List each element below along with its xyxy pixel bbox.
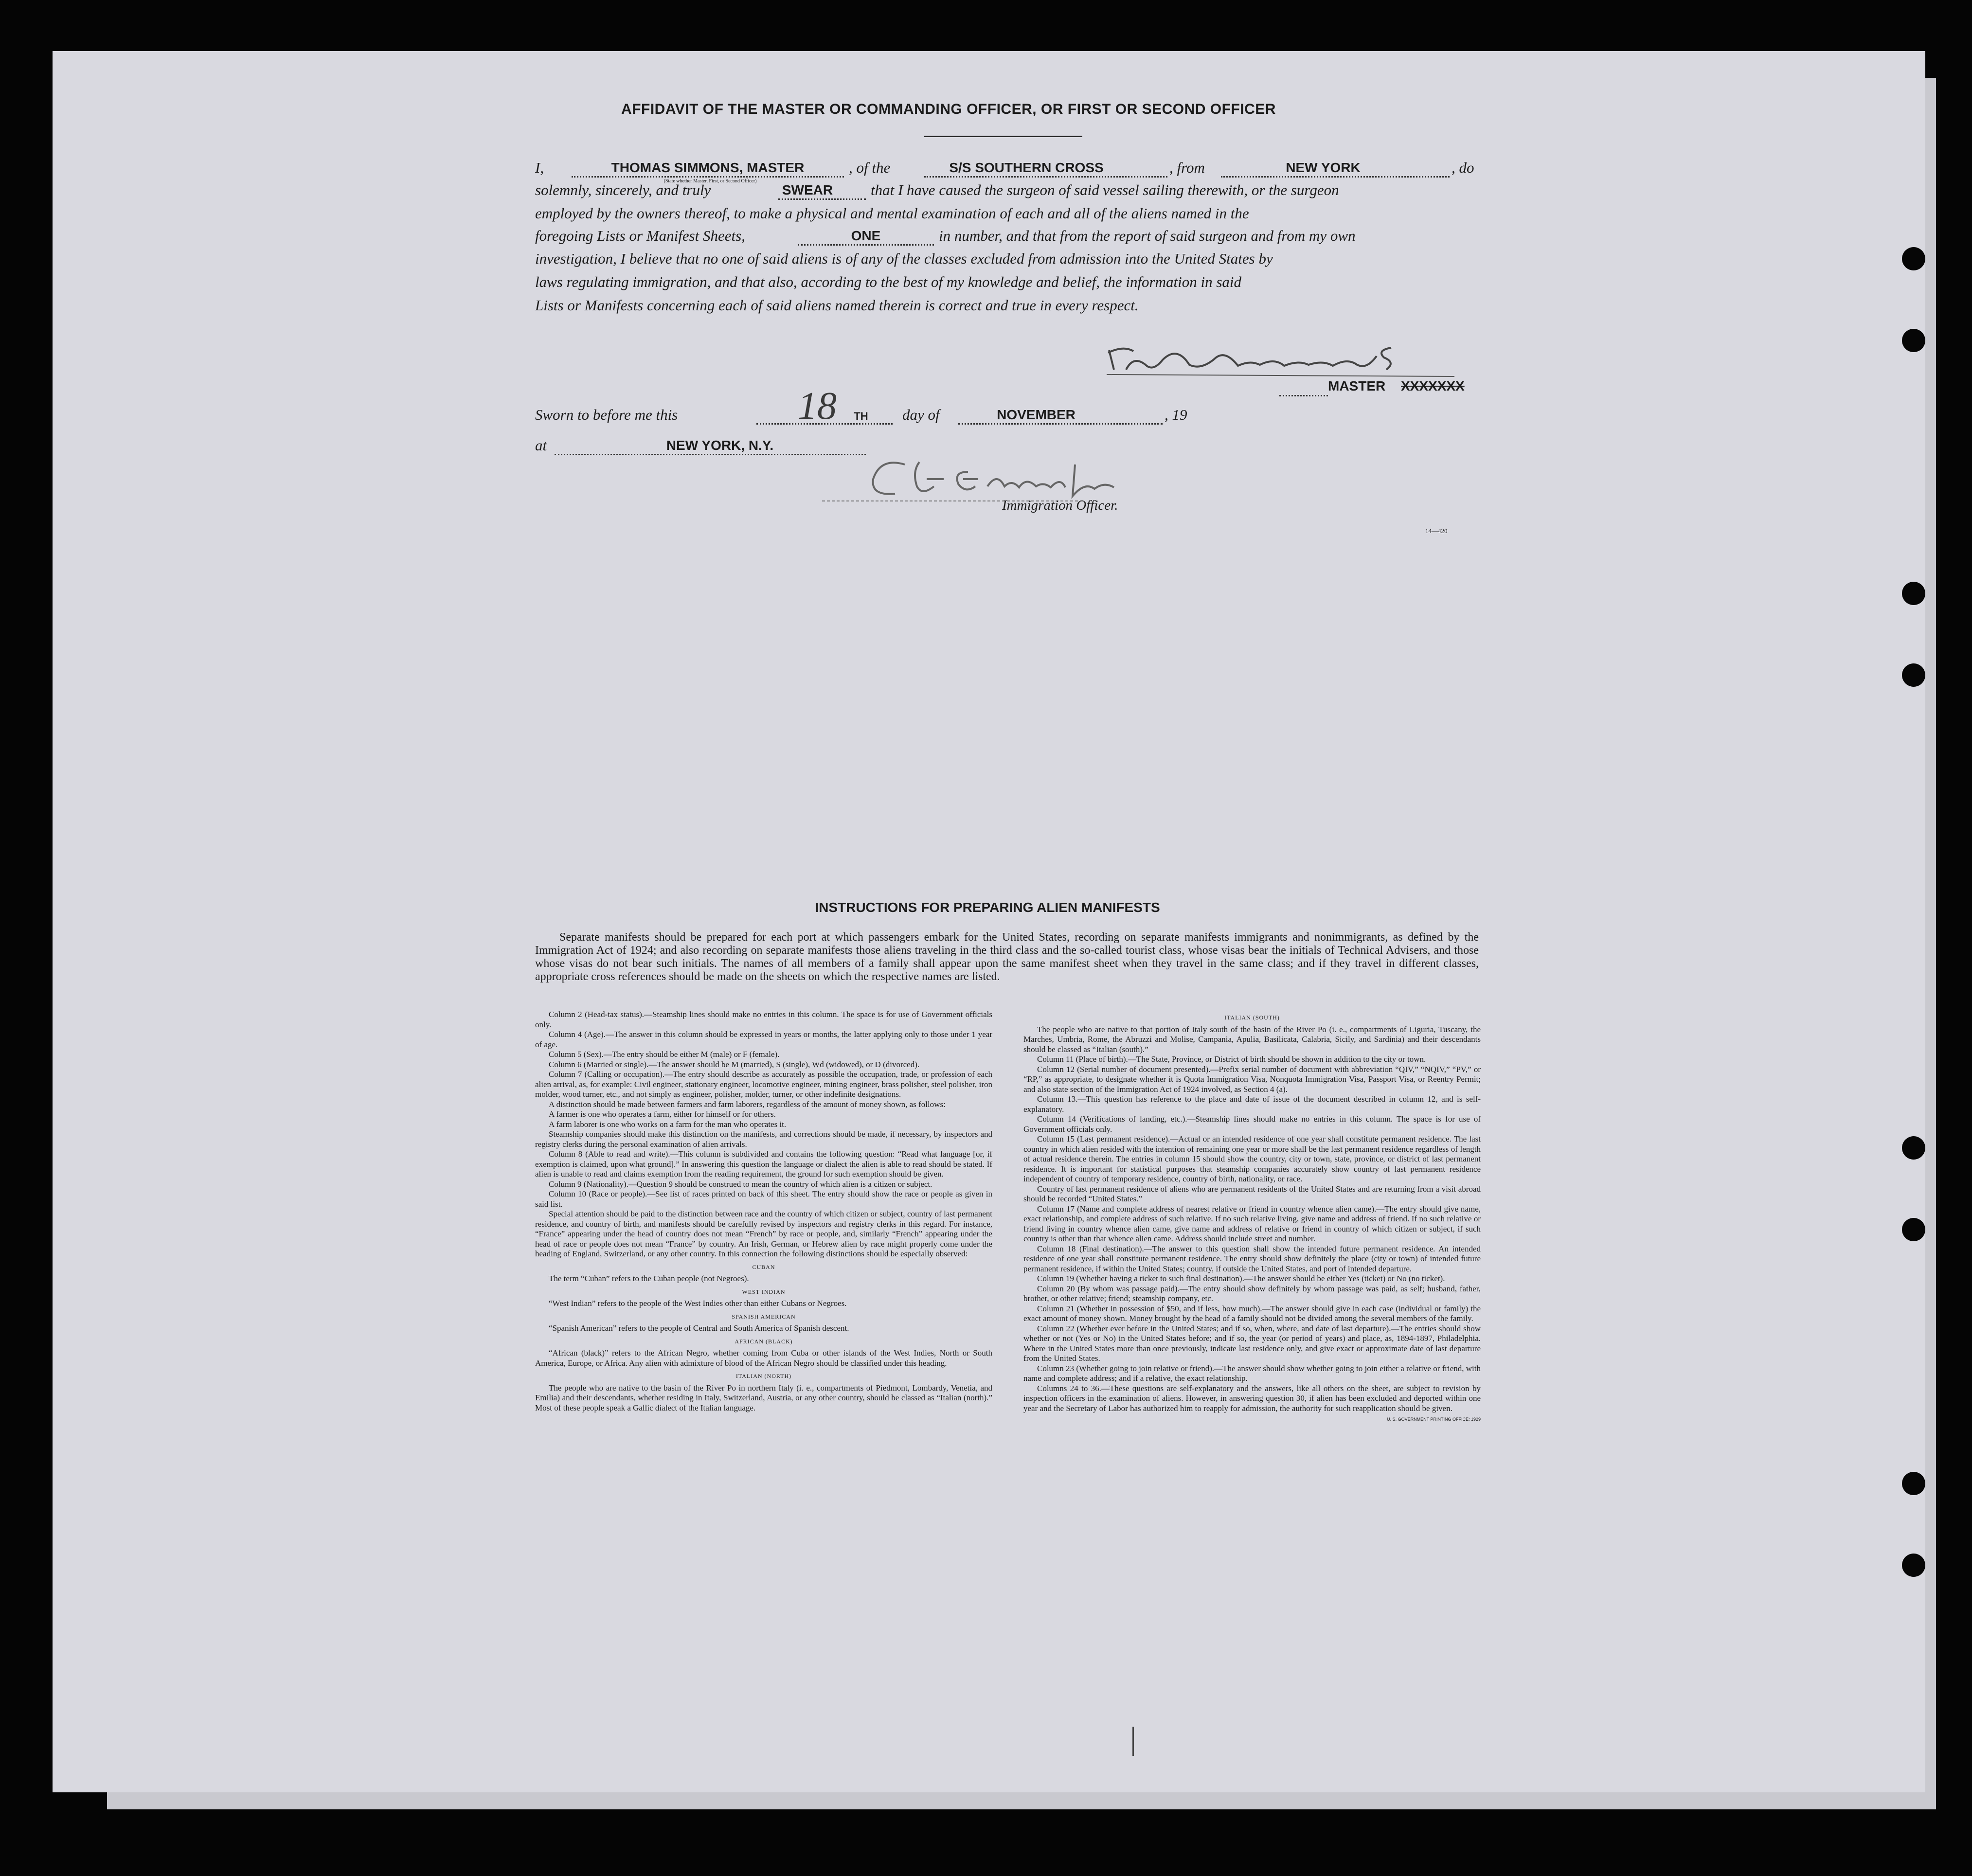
binder-hole xyxy=(1902,582,1925,605)
instruction-col4: Column 4 (Age).—The answer in this column should be expressed in years or months, the latter applying only to those under 1 year of age. xyxy=(535,1030,992,1049)
instruction-col17: Column 17 (Name and complete address of nearest relative or friend in country whence alien came).—The entry should give name, exact relationship, and complete address of such relative. If no such relative living, give name and address of friend. If no such relative or friend living in country whence alien came, give name and address of relative or friend in country of which citizen or subject, if such country is other than that whence alien came. Address should include street and number. xyxy=(1023,1204,1481,1243)
affidavit-line-2-start: solemnly, sincerely, and truly xyxy=(535,181,711,198)
signer-title: MASTER xyxy=(1328,378,1386,393)
instructions-left-column xyxy=(535,1010,992,1413)
instruction-farm-corrections: Steamship companies should make this distinction on the manifests, and corrections should be made, if necessary, by inspectors and registry clerks during the personal examination of alien arrivals. xyxy=(535,1129,992,1149)
instruction-col19: Column 19 (Whether having a ticket to such final destination).—The answer should be either Yes (ticket) or No (no ticket). xyxy=(1037,1274,1445,1283)
instruction-col11: Column 11 (Place of birth).—The State, Province, or District of birth should be shown in addition to the city or town. xyxy=(1037,1054,1426,1064)
binder-hole xyxy=(1902,247,1925,270)
instruction-col22: Column 22 (Whether ever before in the United States; and if so, when, where, and date of last departure).—The entries should show whether or not (Yes or No) in the United States before; and if so, the year (or period of years) and place, as, 1894-1897, Philadelphia. Where in the United States more than once previously, indicate last residence only, and give exact or approximate date of last departure from the United States. xyxy=(1023,1323,1481,1363)
definition-cuban: The term “Cuban” refers to the Cuban people (not Negroes). xyxy=(549,1274,749,1283)
instruction-col7: Column 7 (Calling or occupation).—The entry should describe as accurately as possible the occupation, trade, or profession of each alien arrival, as, for example: Civil engineer, stationary engineer, locomotive engineer, mining engineer, brass polisher, steel polisher, iron molder, wood turner, etc., and not simply as engineer, polisher, molder, turner, or other indefinite designations. xyxy=(535,1070,992,1099)
instruction-col9: Column 9 (Nationality).—Question 9 should be construed to mean the country of which alien is a citizen or subject. xyxy=(549,1179,932,1189)
instruction-col6: Column 6 (Married or single).—The answer should be M (married), S (single), Wd (widowed), or D (divorced). xyxy=(549,1059,920,1069)
definition-italian-north: The people who are native to the basin of the River Po in northern Italy (i. e., compartments of Piedmont, Lombardy, Venetia, and Emilia) and their descendants, whether residing in Italy, Switzerland, Austria, or any other country, should be classed as “Italian (north).” Most of these people speak a Gallic dialect of the Italian language. xyxy=(535,1383,992,1412)
day-suffix: TH xyxy=(854,410,868,422)
sworn-text: Sworn to before me this xyxy=(535,406,678,423)
signer-title-struck: XXXXXXX xyxy=(1401,378,1465,393)
name-field-note: (State whether Master, First, or Second Officer) xyxy=(663,179,757,184)
heading-italian-north: ITALIAN (NORTH) xyxy=(735,1373,792,1379)
instruction-col21: Column 21 (Whether in possession of $50, and if less, how much).—The answer should give in each case (individual or family) the exact amount of money shown. Money brought by the head of a family should not be divided among the several members of the family. xyxy=(1023,1304,1481,1323)
binder-hole xyxy=(1902,663,1925,687)
affidavit-line-4-start: foregoing Lists or Manifest Sheets, xyxy=(535,227,745,244)
master-name-field[interactable]: THOMAS SIMMONS, MASTER xyxy=(611,160,805,175)
instruction-col20: Column 20 (By whom was passage paid).—The entry should show definitely by whom passage was paid, as self; husband, father, brother, or other relative; friend; steamship company, etc. xyxy=(1023,1284,1481,1303)
instruction-col15-country: Country of last permanent residence of aliens who are permanent residents of the United States and are returning from a visit abroad should be recorded “United States.” xyxy=(1023,1184,1481,1203)
affidavit-line-6: laws regulating immigration, and that also, according to the best of my knowledge and belief, the information in said xyxy=(535,273,1242,290)
binder-hole xyxy=(1902,1472,1925,1495)
heading-italian-south: ITALIAN (SOUTH) xyxy=(1224,1014,1280,1021)
heading-west-indian: WEST INDIAN xyxy=(742,1288,786,1295)
title-divider xyxy=(924,136,1082,137)
heading-cuban: CUBAN xyxy=(752,1263,775,1270)
place-line xyxy=(555,454,866,455)
month-field[interactable]: NOVEMBER xyxy=(997,407,1076,422)
binder-hole xyxy=(1902,1554,1925,1577)
instruction-col13: Column 13.—This question has reference to the place and date of issue of the document described in column 12, and is self-explanatory. xyxy=(1023,1094,1481,1114)
instructions-title: INSTRUCTIONS FOR PREPARING ALIEN MANIFESTS xyxy=(815,900,1160,915)
affidavit-line-5: investigation, I believe that no one of said aliens is of any of the classes excluded from admission into the United States by xyxy=(535,250,1273,267)
port-field[interactable]: NEW YORK xyxy=(1286,160,1361,175)
definition-west-indian: “West Indian” refers to the people of the West Indies other than either Cubans or Negroes. xyxy=(549,1299,847,1308)
at-word: at xyxy=(535,437,547,454)
day-of-text: day of xyxy=(902,406,940,423)
word-i: I, xyxy=(535,159,544,176)
binder-hole xyxy=(1902,1218,1925,1241)
word-from: , from xyxy=(1169,159,1205,176)
definition-italian-south: The people who are native to that portion of Italy south of the basin of the River Po (i. e., compartments of Liguria, Tuscany, the Marches, Umbria, Rome, the Abruzzi and Molise, Campania, Apulia, Basilicata, Calabria, Sicily, and Sardinia) and their descendants should be classed as “Italian (south).” xyxy=(1023,1024,1481,1054)
printer-imprint: U. S. GOVERNMENT PRINTING OFFICE: 1929 xyxy=(1387,1417,1481,1422)
affidavit-line-4-end: in number, and that from the report of said surgeon and from my own xyxy=(939,227,1356,244)
instruction-col18: Column 18 (Final destination).—The answer to this question shall show the intended future permanent residence. An intended residence of one year shall constitute permanent residence. The entry should show definitely the place (city or town) of intended future permanent residence, if within the United States; country, if outside the United States, and port of intended departure. xyxy=(1023,1244,1481,1273)
instruction-col14: Column 14 (Verifications of landing, etc.).—Steamship lines should make no entries in this column. The space is for use of Government officials only. xyxy=(1023,1114,1481,1134)
instruction-col24-36: Columns 24 to 36.—These questions are self-explanatory and the answers, like all others on the sheet, are subject to revision by inspection officers in the examination of aliens. However, in answering question 30, if alien has been excluded and deported within one year and the Secretary of Labor has authorized him to reapply for admission, the authority for such reapplication should be given. xyxy=(1023,1383,1481,1413)
immigration-officer-signature xyxy=(822,452,1172,525)
affidavit-line-7: Lists or Manifests concerning each of said aliens named therein is correct and true in every respect. xyxy=(535,297,1139,314)
binder-hole xyxy=(1902,329,1925,352)
officer-title: Immigration Officer. xyxy=(1002,498,1118,513)
master-signature xyxy=(1104,331,1464,379)
definition-spanish-american: “Spanish American” refers to the people of Central and South America of Spanish descent. xyxy=(549,1323,849,1333)
instruction-farm-laborer: A farm laborer is one who works on a farm for the man who operates it. xyxy=(549,1119,787,1129)
instructions-right-column xyxy=(1023,1010,1481,1425)
sheets-line xyxy=(798,244,934,246)
instruction-col8: Column 8 (Able to read and write).—This column is subdivided and contains the following question: “Read what language [or, if exemption is claimed, upon what ground].” In answering this question the language or dialect the alien is able to read should be stated. If alien is unable to read and claims exemption from the reading requirement, the ground for such exemption should be given. xyxy=(535,1149,992,1179)
heading-african: AFRICAN (BLACK) xyxy=(735,1338,793,1345)
instruction-col10: Column 10 (Race or people).—See list of races printed on back of this sheet. The entry should show the race or people as given in said list. xyxy=(535,1189,992,1209)
affidavit-line-2-end: that I have caused the surgeon of said vessel sailing therewith, or the surgeon xyxy=(871,181,1339,198)
name-line xyxy=(572,176,844,178)
word-do: , do xyxy=(1452,159,1474,176)
vessel-line xyxy=(924,176,1167,178)
affidavit-line-3: employed by the owners thereof, to make a physical and mental examination of each and all of the aliens named in the xyxy=(535,205,1249,222)
vessel-field[interactable]: S/S SOUTHERN CROSS xyxy=(949,160,1104,175)
day-field-handwritten[interactable]: 18 xyxy=(798,385,837,428)
affidavit-title: AFFIDAVIT OF THE MASTER OR COMMANDING OFFICER, OR FIRST OR SECOND OFFICER xyxy=(621,101,1276,117)
sheets-count-field[interactable]: ONE xyxy=(851,228,881,243)
port-line xyxy=(1221,176,1450,178)
heading-spanish-american: SPANISH AMERICAN xyxy=(732,1313,796,1320)
month-line xyxy=(958,423,1163,425)
instruction-col2: Column 2 (Head-tax status).—Steamship lines should make no entries in this column. The space is for use of Government officials only. xyxy=(535,1010,992,1029)
year-prefix: , 19 xyxy=(1165,406,1187,423)
instruction-farm-distinction: A distinction should be made between farmers and farm laborers, regardless of the amount of money shown, as follows: xyxy=(549,1099,946,1109)
instruction-farmer: A farmer is one who operates a farm, either for himself or for others. xyxy=(549,1109,776,1119)
oath-line xyxy=(778,198,866,200)
master-title-leader xyxy=(1279,395,1328,396)
oath-field[interactable]: SWEAR xyxy=(782,182,833,197)
word-of-the: , of the xyxy=(849,159,891,176)
form-number: 14—420 xyxy=(1425,527,1448,535)
stray-mark xyxy=(1132,1727,1134,1756)
instructions-intro: Separate manifests should be prepared for each port at which passengers embark for the United States, recording on separate manifests immigrants and nonimmigrants, as defined by the Immigration Act of 1924; and also recording on separate manifests those aliens traveling in the third class and the so-called tourist class, whose visas bear the initials of Technical Advisers, and those whose visas do not bear such initials. The names of all members of a family shall appear upon the same manifest sheet when they travel in the same class; and if they travel in different classes, appropriate cross references should be made on the sheets on which the respective names are listed. xyxy=(535,931,1479,983)
instruction-col15: Column 15 (Last permanent residence).—Actual or an intended residence of one year shall constitute permanent residence. The last country in which alien resided with the intention of remaining one year or more shall be the last permanent residence regardless of length of actual residence therein. The entries in column 15 should show the country, city or town, state, province, or district of last permanent residence. It is important for statistical purposes that steamship companies accurately show country of last permanent residence independent of country of temporary residence, country of birth, nationality, or race. xyxy=(1023,1134,1481,1183)
place-field[interactable]: NEW YORK, N.Y. xyxy=(666,438,774,453)
instruction-col5: Column 5 (Sex).—The entry should be either M (male) or F (female). xyxy=(549,1050,780,1059)
binder-hole xyxy=(1902,1136,1925,1160)
instruction-special-attention: Special attention should be paid to the distinction between race and the country of which citizen or subject, country of last permanent residence, and country of birth, and manifests should be carefully revised by inspectors and registry clerks in this regard. For instance, “France” appearing under the head of country does not mean “French” by race or people, and, similarly “French” appearing under the head of race or people does not mean “France” by country. An Irish, German, or Hebrew alien by race might properly come under the heading of England, Switzerland, or any other country. In this connection the following distinctions should be especially observed: xyxy=(535,1209,992,1258)
instruction-col12: Column 12 (Serial number of document presented).—Prefix serial number of document with abbreviation “QIV,” “NQIV,” “PV,” or “RP,” as appropriate, to designate whether it is Quota Immigration Visa, Nonquota Immigration Visa, Passport Visa, or Reentry Permit; and also state section of the Immigration Act of 1924 involved, as Section 4 (a). xyxy=(1023,1064,1481,1094)
definition-african: “African (black)” refers to the African Negro, whether coming from Cuba or other islands of the West Indies, North or South America, Europe, or Africa. Any alien with admixture of blood of the African Negro should be classified under this heading. xyxy=(535,1348,992,1368)
instruction-col23: Column 23 (Whether going to join relative or friend).—The answer should show whether going to join either a relative or friend, with name and complete address; and if a relative, the exact relationship. xyxy=(1023,1363,1481,1383)
